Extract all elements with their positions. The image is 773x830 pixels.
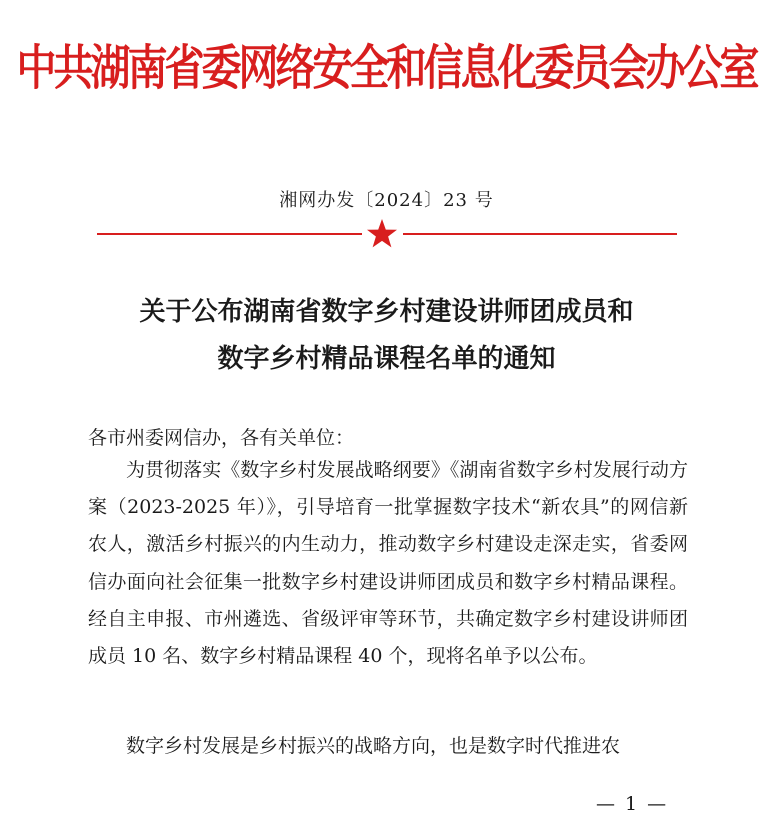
body-paragraph: 数字乡村发展是乡村振兴的战略方向，也是数字时代推进农 <box>126 735 621 757</box>
document-number: 湘网办发〔2024〕23 号 <box>279 190 494 211</box>
body-paragraph: 为贯彻落实《数字乡村发展战略纲要》《湖南省数字乡村发展行动方案（2023-2025 年）》，引导培育一批掌握数字技术“新农具”的网信新农人，激活乡村振兴的内生动力，推动数字乡村建设走深走实，省委网信办面向社会征集一批数字乡村建设讲师团成员和数字乡村精品课程。经自主申报、市州遴选、省级评审等环节，共确定数字乡村建设讲师团成员 10 名、数字乡村精品课程 40 个，现将名单予以公布。 <box>88 459 688 668</box>
document-title-line1: 关于公布湖南省数字乡村建设讲师团成员和 <box>139 297 634 327</box>
red-rule-right <box>403 233 677 235</box>
document-title-line2: 数字乡村精品课程名单的通知 <box>217 344 556 374</box>
masthead: 中共湖南省委网络安全和信息化委员会办公室 <box>16 40 757 96</box>
red-rule-left <box>97 233 362 235</box>
page-number: — 1 — <box>596 793 669 815</box>
salutation: 各市州委网信办，各有关单位： <box>88 427 355 449</box>
star-icon <box>366 219 398 249</box>
